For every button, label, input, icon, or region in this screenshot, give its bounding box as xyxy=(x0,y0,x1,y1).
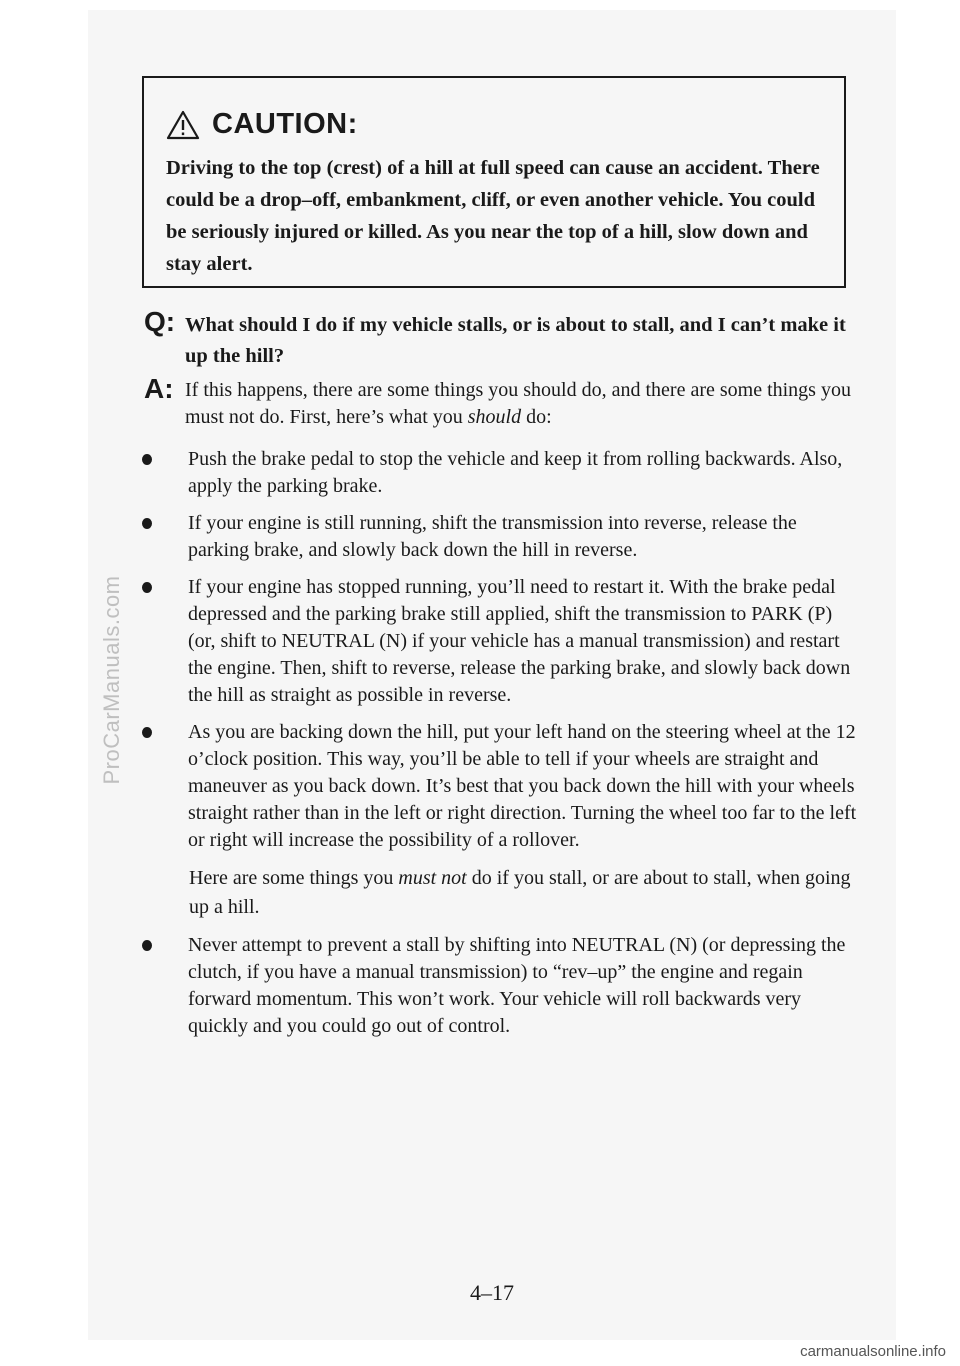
list-item xyxy=(168,574,858,709)
warning-triangle-icon xyxy=(166,110,200,140)
answer-emphasis: should xyxy=(467,406,522,428)
page-number: 4–17 xyxy=(470,1280,514,1305)
answer-text-end: do: xyxy=(521,406,552,428)
must-not-emphasis: must not xyxy=(398,867,467,889)
caution-title: CAUTION: xyxy=(212,108,358,140)
answer-text xyxy=(185,377,864,431)
answer-text-start: If this happens, there are some things you should do, and there are some things you must not do. First, here’s what you xyxy=(185,379,851,428)
bullet-dot-icon xyxy=(142,582,152,593)
answer-block xyxy=(144,373,864,431)
caution-box xyxy=(142,76,846,288)
list-item-text: If your engine has stopped running, you’ll need to restart it. With the brake pedal depressed and the parking brake still applied, shift the transmission to PARK (P) (or, shift to NEUTRAL (N) if your vehicle has a manual transmission) and restart the engine. Then, shift to reverse, release the parking brake, and slowly back down the hill as straight as possible in reverse. xyxy=(188,576,851,706)
must-not-intro xyxy=(189,864,858,922)
list-item-text: Never attempt to prevent a stall by shifting into NEUTRAL (N) (or depressing the clutch, if you have a manual transmission) to “rev–up” the engine and regain forward momentum. This won’t work. Your vehicle will roll backwards very quickly and you could go out of control. xyxy=(188,934,846,1037)
list-item-text: As you are backing down the hill, put your left hand on the steering wheel at the 12 o’clock position. This way, you’ll be able to tell if your wheels are straight and maneuver as you back down. It’s best that you back down the hill with your wheels straight rather than in the left or right direction. Turning the wheel too far to the left or right will increase the possibility of a rollover. xyxy=(188,721,857,851)
footer-watermark: carmanualsonline.info xyxy=(800,1343,946,1360)
bullet-dot-icon xyxy=(142,518,152,529)
list-item xyxy=(168,446,858,500)
caution-text: Driving to the top (crest) of a hill at full speed can cause an accident. There could be a drop–off, embankment, cliff, or even another vehicle. You could be seriously injured or killed. As you near the top of a hill, slow down and stay alert. xyxy=(166,157,820,275)
list-item xyxy=(168,510,858,564)
bullet-dot-icon xyxy=(142,727,152,738)
manual-page xyxy=(88,10,896,1340)
question-text: What should I do if my vehicle stalls, or is about to stall, and I can’t make it up the hill? xyxy=(185,314,846,367)
side-watermark: ProCarManuals.com xyxy=(99,575,124,785)
bullet-dot-icon xyxy=(142,454,152,465)
must-not-intro-end: do if you stall, or are about to stall, when going up a hill. xyxy=(189,867,851,918)
must-not-intro-start: Here are some things you xyxy=(189,867,399,889)
instruction-list xyxy=(168,446,858,1050)
bullet-dot-icon xyxy=(142,940,152,951)
question-block xyxy=(144,306,864,372)
list-item xyxy=(168,719,858,854)
list-item xyxy=(168,932,858,1040)
question-letter: Q: xyxy=(144,306,176,337)
list-item-text: If your engine is still running, shift the transmission into reverse, release the parking brake, and slowly back down the hill in reverse. xyxy=(188,512,797,561)
answer-letter: A: xyxy=(144,373,174,404)
list-item-text: Push the brake pedal to stop the vehicle and keep it from rolling backwards. Also, apply the parking brake. xyxy=(188,448,843,497)
